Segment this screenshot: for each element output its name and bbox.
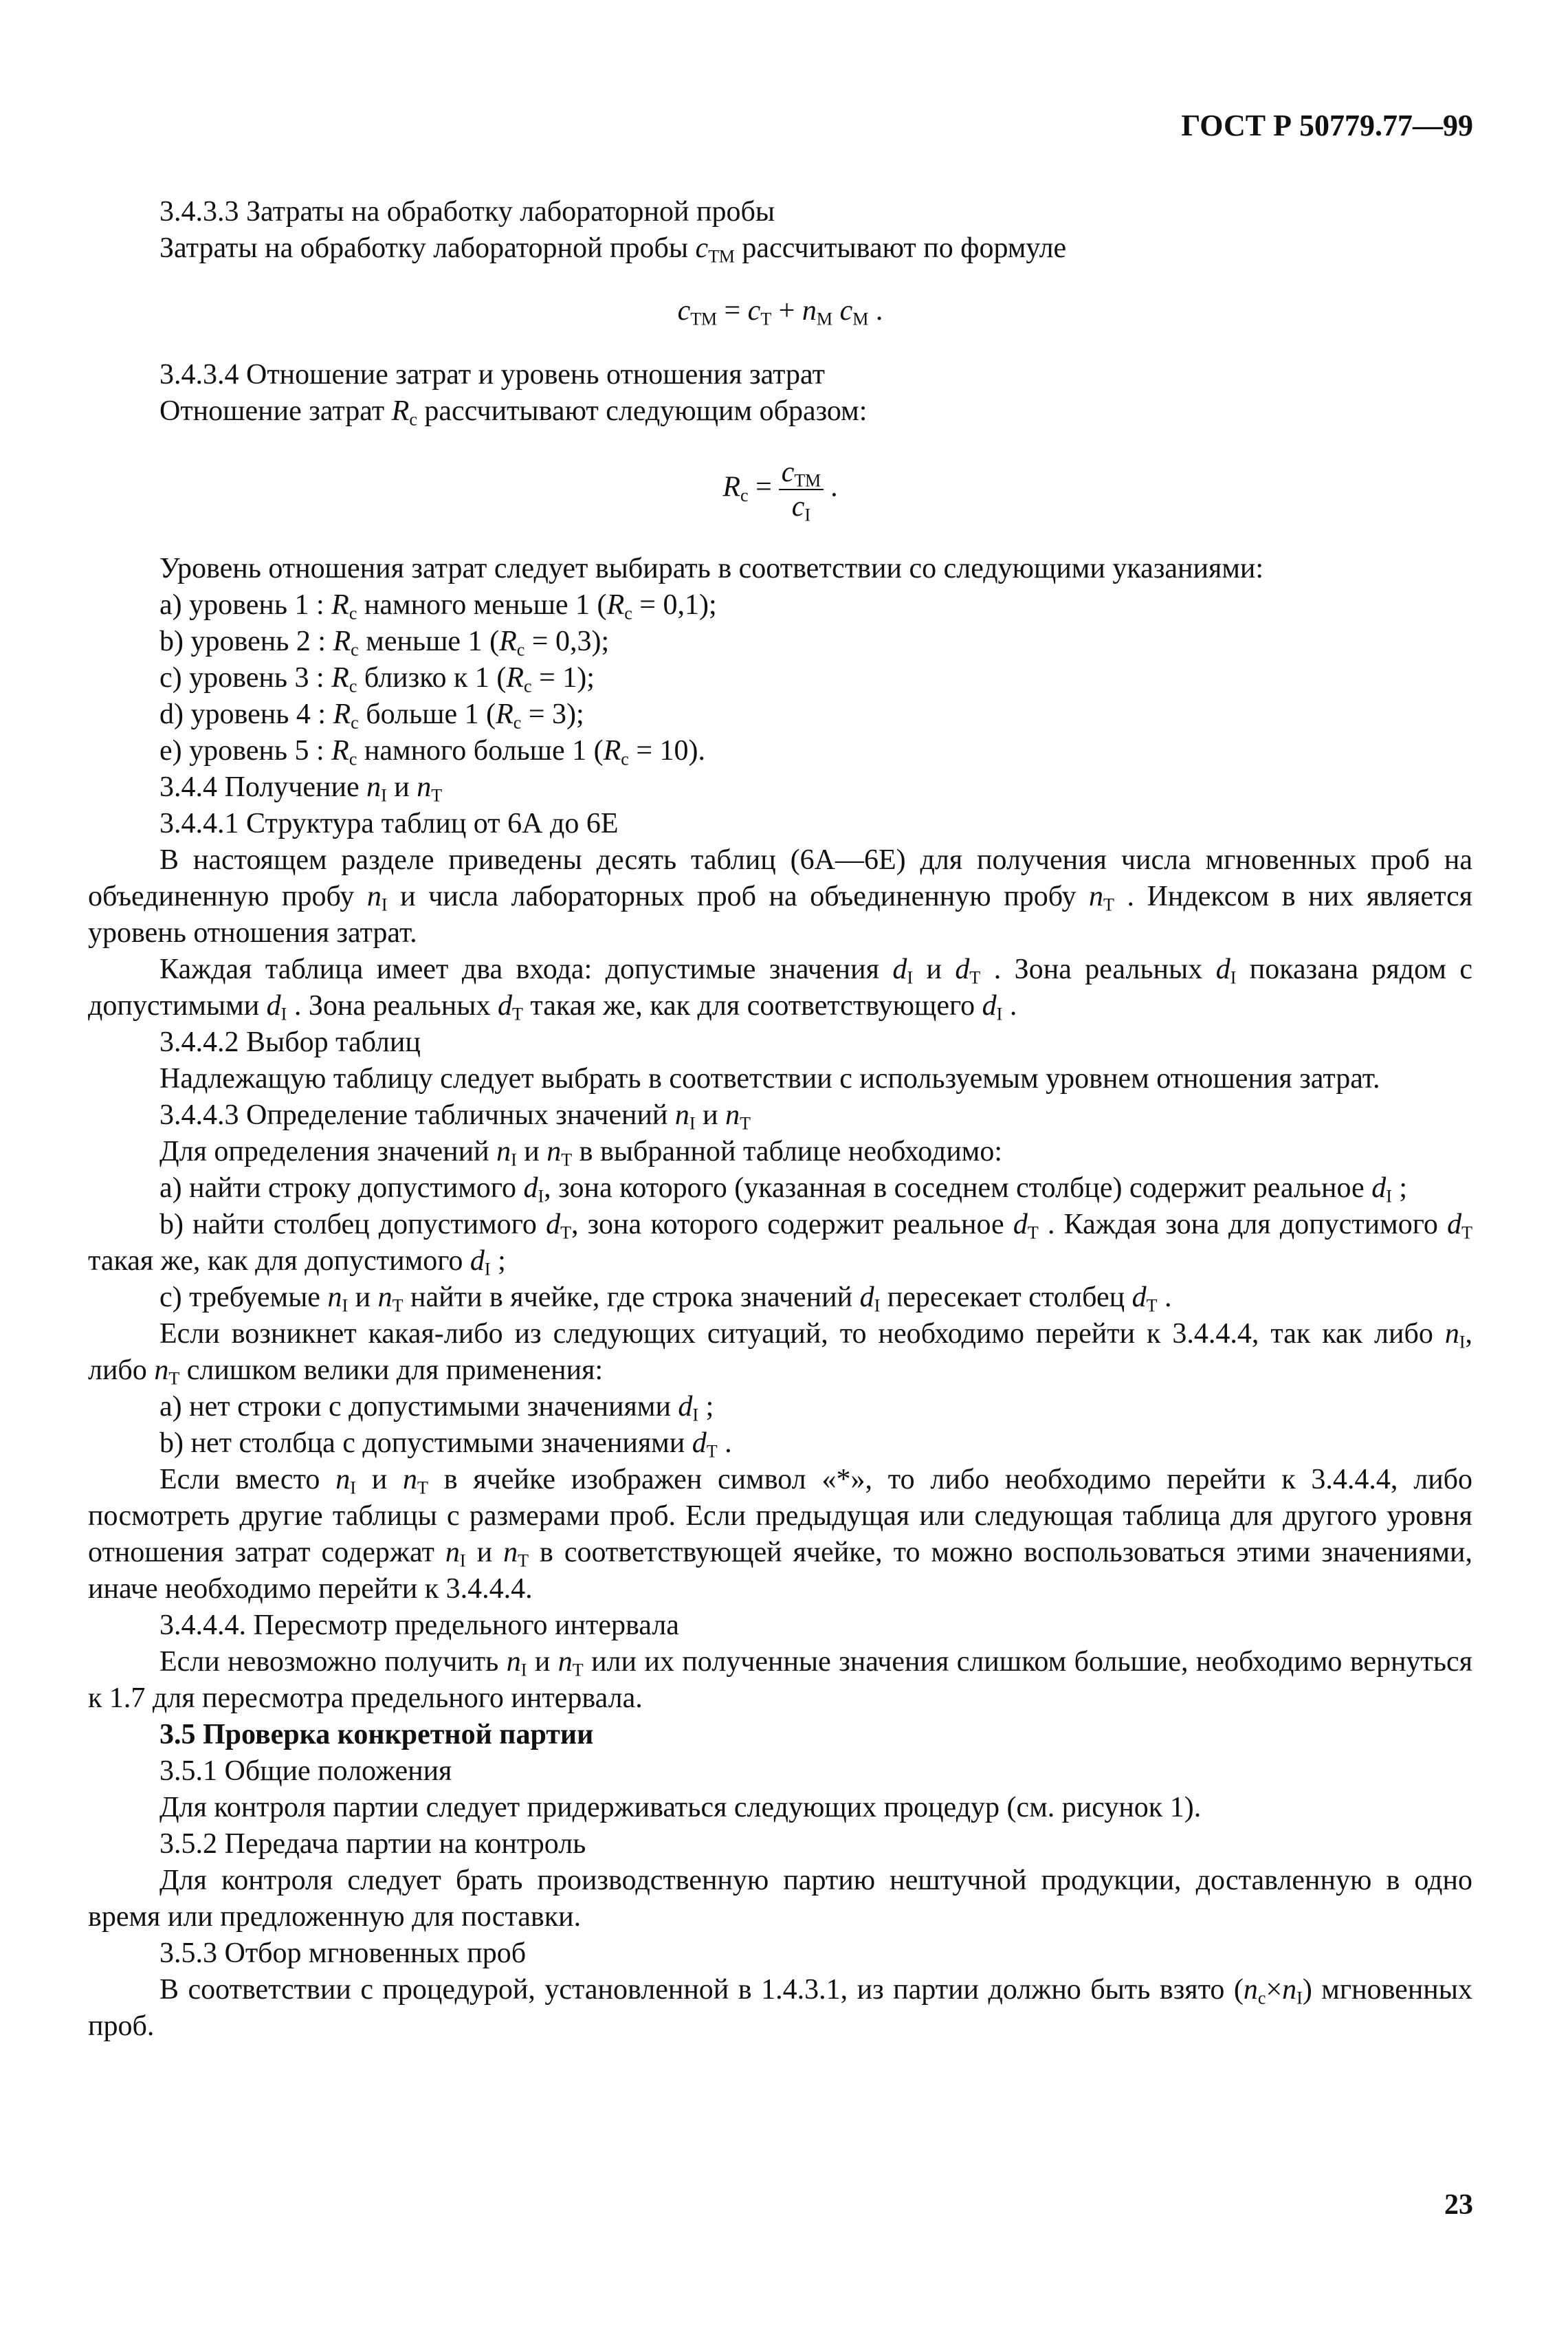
formula-cost-ratio: $R_c$ = $\frac{c_{ТМ}}{c_I}$ . bbox=[722, 457, 838, 525]
heading-3-4-4: 3.4.4 Получение $n_I$ и $n_Т$ bbox=[159, 771, 443, 806]
heading-3-4-3-4: 3.4.3.4 Отношение затрат и уровень отношения затрат bbox=[159, 359, 825, 391]
heading-3-5-2: 3.5.2 Передача партии на контроль bbox=[159, 1828, 586, 1860]
paragraph-lab-cost: Затраты на обработку лабораторной пробы $c_{ТМ}$ рассчитывают по формуле bbox=[159, 232, 1067, 267]
paragraph-asterisk: Если вместо $n_I$ и $n_Т$ в ячейке изображен символ «*», то либо необходимо перейти к 3.4.4.4, либо посмотреть другие таблицы с размерами проб. Если предыдущая или следующая таблица для другого уровня отношения затрат содержат $n_I$ и $n_Т$ в соответствующей ячейке, то можно воспользоваться этими значениями, иначе необходимо перейти к 3.4.4.4. bbox=[88, 1464, 1473, 1605]
list-item-level-4: d) уровень 4 : $R_c$ больше 1 $(R_c = 3)$; bbox=[159, 699, 584, 733]
paragraph-lot-procedures: Для контроля партии следует придерживаться следующих процедур (см. рисунок 1). bbox=[159, 1792, 1202, 1823]
heading-3-4-4-2: 3.4.4.2 Выбор таблиц bbox=[159, 1026, 421, 1058]
document-body bbox=[88, 194, 1472, 2045]
paragraph-revise-interval: Если невозможно получить $n_I$ и $n_Т$ или их полученные значения слишком большие, необходимо вернуться к 1.7 для пересмотра предельного интервала. bbox=[88, 1646, 1473, 1714]
paragraph-level-selection: Уровень отношения затрат следует выбирать в соответствии со следующими указаниями: bbox=[159, 553, 1264, 584]
paragraph-tables-overview: В настоящем разделе приведены десять таблиц (6А—6Е) для получения числа мгновенных проб на объединенную пробу $n_I$ и числа лабораторных проб на объединенную пробу $n_Т$ . Индексом в них является уровень отношения затрат. bbox=[88, 844, 1473, 949]
paragraph-cost-ratio: Отношение затрат $R_c$ рассчитывают следующим образом: bbox=[159, 395, 868, 430]
formula-lab-cost: $c_{ТМ} = c_Т + n_М$ $c_М$ . bbox=[677, 295, 883, 329]
paragraph-table-inputs: Каждая таблица имеет два входа: допустимые значения $d_I$ и $d_Т$ . Зона реальных $d_I$ показана рядом с допустимыми $d_I$ . Зона реальных $d_Т$ такая же, как для соответствующего $d_I$ . bbox=[88, 954, 1473, 1024]
paragraph-exceptions: Если возникнет какая-либо из следующих ситуаций, то необходимо перейти к 3.4.4.4, так как либо $n_I$, либо $n_Т$ слишком велики для применения: bbox=[88, 1318, 1473, 1389]
list-item-level-1: а) уровень 1 : $R_c$ намного меньше 1 $(R_c = 0,1)$; bbox=[159, 589, 717, 624]
heading-3-5-3: 3.5.3 Отбор мгновенных проб bbox=[159, 1937, 527, 1969]
list-item-level-3: c) уровень 3 : $R_c$ близко к 1 $(R_c = 1)$; bbox=[159, 662, 595, 696]
standard-header: ГОСТ Р 50779.77—99 bbox=[1181, 109, 1473, 142]
list-item-find-cell: c) требуемые $n_I$ и $n_Т$ найти в ячейке, где строка значений $d_I$ пересекает столбец $d_Т$ . bbox=[159, 1282, 1172, 1316]
heading-3-4-4-1: 3.4.4.1 Структура таблиц от 6А до 6Е bbox=[159, 808, 619, 839]
list-item-find-row: а) найти строку допустимого $d_I$, зона которого (указанная в соседнем столбце) содержит реальное $d_I$ ; bbox=[159, 1172, 1408, 1207]
list-item-find-column: b) найти столбец допустимого $d_Т$, зона которого содержит реальное $d_Т$ . Каждая зона для допустимого $d_Т$ такая же, как для допустимого $d_I$ ; bbox=[88, 1209, 1473, 1280]
page-number: 23 bbox=[1444, 2189, 1473, 2221]
paragraph-increment-sampling: В соответствии с процедурой, установленной в 1.4.3.1, из партии должно быть взято $(n_c\times n_I)$ мгновенных проб. bbox=[88, 1974, 1472, 2042]
heading-3-4-3-3: 3.4.3.3 Затраты на обработку лабораторной пробы bbox=[159, 196, 775, 228]
fraction: $\frac{c_{ТМ}}{c_I}$ bbox=[779, 456, 824, 523]
paragraph-lot-submission: Для контроля следует брать производственную партию нештучной продукции, доставленную в одно время или предложенную для поставки. bbox=[88, 1865, 1472, 1933]
heading-3-4-4-3: 3.4.4.3 Определение табличных значений $n_I$ и $n_Т$ bbox=[159, 1099, 751, 1134]
paragraph-find-values: Для определения значений $n_I$ и $n_Т$ в выбранной таблице необходимо: bbox=[159, 1136, 1003, 1170]
heading-3-5: 3.5 Проверка конкретной партии bbox=[159, 1719, 594, 1750]
heading-3-4-4-4: 3.4.4.4. Пересмотр предельного интервала bbox=[159, 1610, 679, 1641]
list-item-level-5: e) уровень 5 : $R_c$ намного больше 1 $(R_c = 10)$. bbox=[159, 735, 706, 769]
list-item-no-row: а) нет строки с допустимыми значениями $d_I$ ; bbox=[159, 1391, 714, 1425]
paragraph-table-choice: Надлежащую таблицу следует выбрать в соответствии с используемым уровнем отношения затрат. bbox=[159, 1063, 1380, 1095]
list-item-level-2: b) уровень 2 : $R_c$ меньше 1 $(R_c = 0,3)$; bbox=[159, 626, 610, 660]
list-item-no-column: b) нет столбца с допустимыми значениями $d_Т$ . bbox=[159, 1427, 732, 1462]
heading-3-5-1: 3.5.1 Общие положения bbox=[159, 1755, 452, 1787]
